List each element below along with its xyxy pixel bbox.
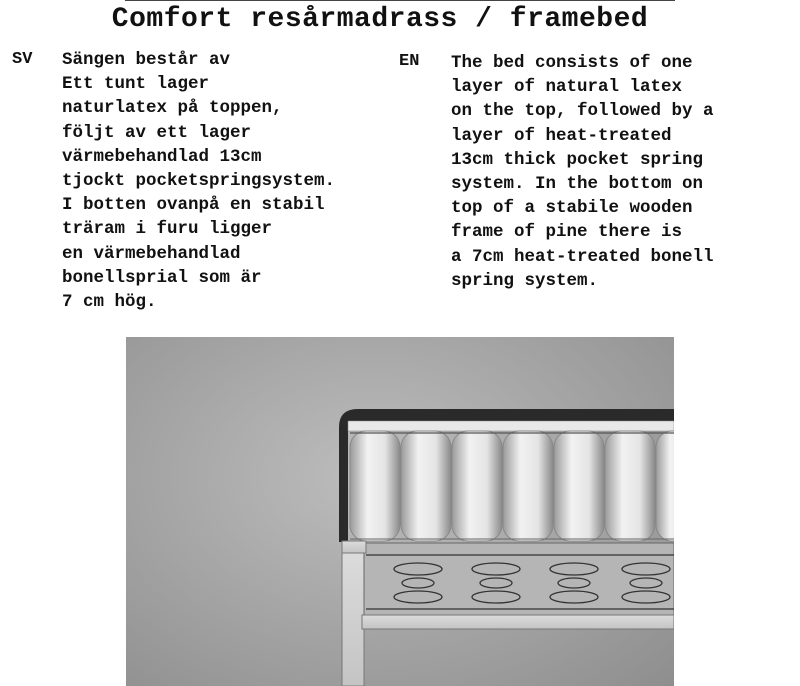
frame-leg bbox=[342, 547, 364, 686]
english-language-label: EN bbox=[399, 52, 420, 71]
frame-rail bbox=[362, 615, 674, 629]
pocket-springs bbox=[350, 431, 674, 541]
page-title: Comfort resårmadrass / framebed bbox=[111, 4, 649, 35]
english-description: The bed consists of one layer of natural latex on the top, followed by a layer of heat-treated 13cm thick pocket spring system. In the bottom on top of a stabile wooden frame of pine there is a 7cm heat-treated bonell spring system. bbox=[451, 53, 714, 291]
swedish-language-label: SV bbox=[12, 50, 33, 69]
top-rule bbox=[125, 0, 675, 1]
bed-cross-section-photo bbox=[126, 337, 674, 686]
latex-layer bbox=[348, 421, 674, 431]
bonell-compartment bbox=[364, 543, 674, 617]
frame-corner bbox=[342, 541, 366, 553]
bed-illustration bbox=[126, 337, 674, 686]
swedish-description: Sängen består av Ett tunt lager naturlatex på toppen, följt av ett lager värmebehandlad 13cm tjockt pocketspringsystem. I botten ovanpå en stabil träram i furu ligger en värmebehandlad bonellsprial som är 7 cm hög. bbox=[62, 50, 336, 313]
